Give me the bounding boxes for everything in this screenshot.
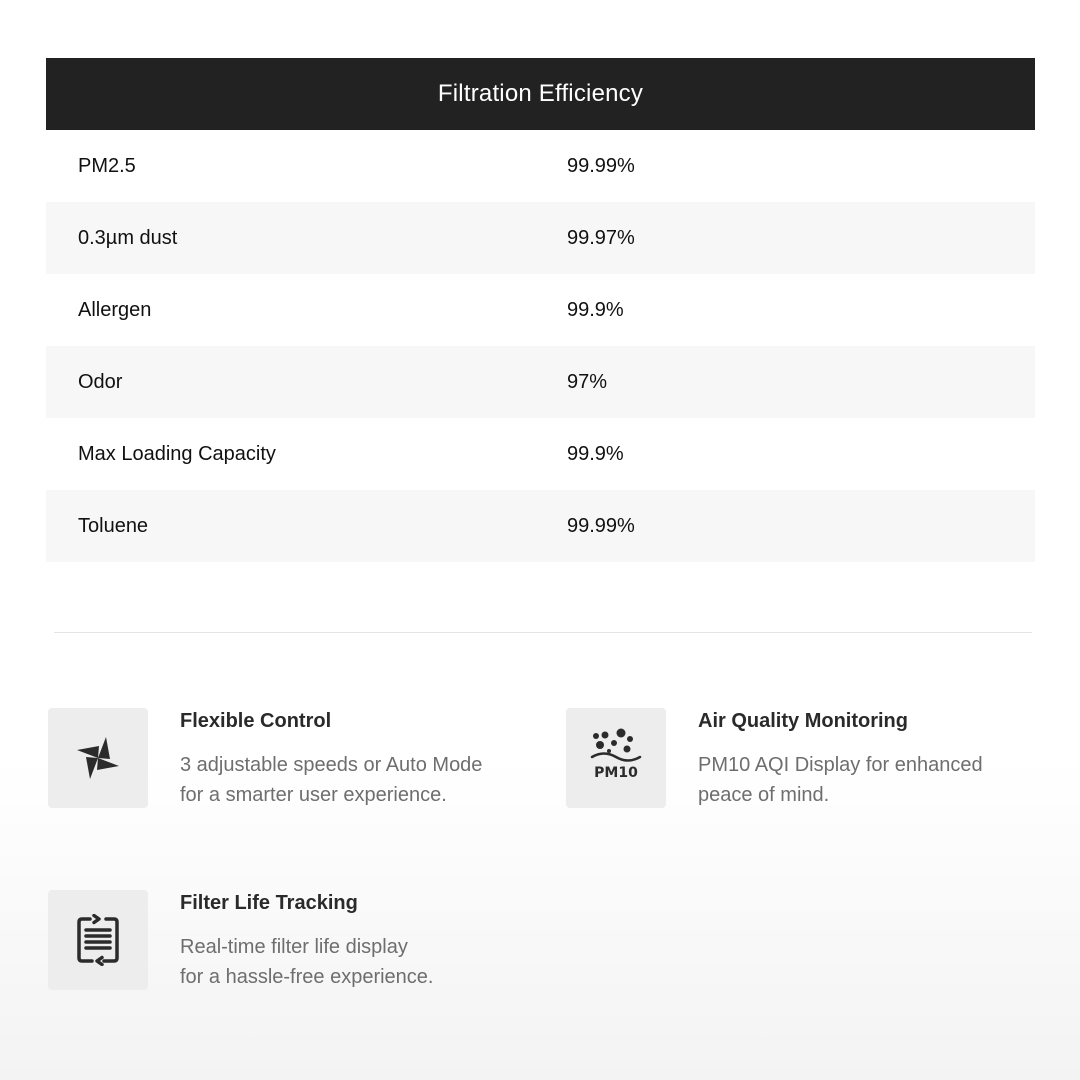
row-label: 0.3µm dust (78, 226, 178, 249)
table-row (46, 202, 1035, 274)
feature-title: Flexible Control (180, 710, 332, 732)
row-value: 99.99% (567, 154, 635, 177)
section-divider (54, 632, 1032, 633)
row-value: 99.9% (567, 442, 624, 465)
row-value: 97% (567, 370, 608, 393)
pm10-label: PM10 (594, 765, 638, 781)
feature-flexible-control (48, 708, 482, 810)
row-value: 99.9% (567, 298, 624, 321)
row-label: Odor (78, 370, 123, 393)
feature-filter-life-tracking (48, 890, 433, 992)
feature-title: Air Quality Monitoring (698, 710, 908, 732)
icon-tile (48, 890, 148, 990)
feature-description: Real-time filter life display for a hassle-free experience. (180, 936, 434, 988)
feature-description: PM10 AQI Display for enhanced peace of mind. (698, 754, 983, 806)
table-row (46, 346, 1035, 418)
filtration-efficiency-table (46, 58, 1035, 562)
row-label: Toluene (78, 514, 149, 537)
row-label: PM2.5 (78, 154, 136, 177)
icon-tile (566, 708, 666, 808)
table-title: Filtration Efficiency (437, 80, 644, 107)
filter-life-icon (72, 914, 124, 966)
table-row (46, 130, 1035, 202)
table-row (46, 418, 1035, 490)
table-row (46, 274, 1035, 346)
row-value: 99.97% (567, 226, 635, 249)
row-label: Allergen (78, 298, 152, 321)
feature-description: 3 adjustable speeds or Auto Mode for a smarter user experience. (180, 754, 483, 806)
table-header (46, 58, 1035, 130)
table-row (46, 490, 1035, 562)
icon-tile (48, 708, 148, 808)
row-label: Max Loading Capacity (78, 442, 276, 465)
pm10-particles-icon (584, 726, 648, 790)
feature-title: Filter Life Tracking (180, 892, 358, 914)
feature-air-quality-monitoring (566, 708, 983, 810)
fan-icon (68, 728, 128, 788)
row-value: 99.99% (567, 514, 635, 537)
